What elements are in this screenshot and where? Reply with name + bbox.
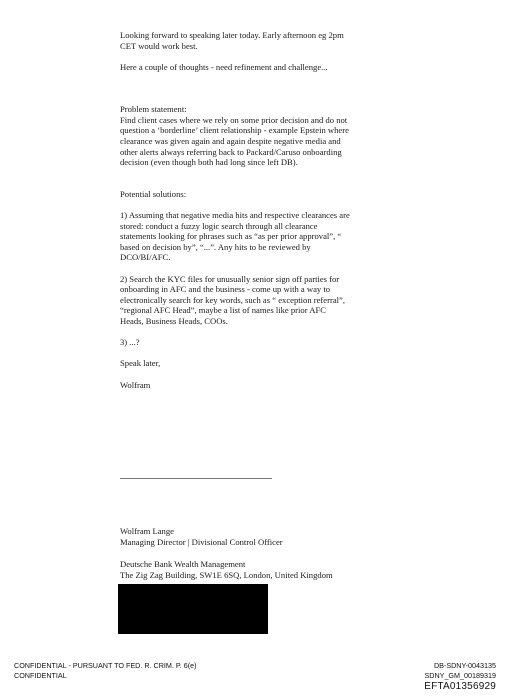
bates-number-db: DB-SDNY-0043135 [433,661,496,670]
email-line: “regional AFC Head”, maybe a list of names like prior AFC [120,305,326,316]
signature-divider [120,478,272,479]
email-line: CET would work best. [120,40,198,51]
email-line: other alerts always referring back to Packard/Caruso onboarding [120,146,342,157]
email-line: 3) ...? [120,337,140,348]
blank-line [120,263,402,274]
email-line: stored: conduct a fuzzy logic search through all clearance [120,220,318,231]
blank-line [120,548,420,559]
email-line: based on decision by”, “...”. Any hits to be reviewed by [120,241,311,252]
potential-solutions-heading: Potential solutions: [120,188,187,199]
email-line: Speak later, [120,358,161,369]
footer-left [14,661,197,681]
email-line: decision (even though both had long since left DB). [120,157,298,168]
email-body [120,30,402,390]
signature-block [120,526,420,581]
blank-line [120,327,402,338]
email-line: electronically search for key words, such as “ exception referral”, [120,294,345,305]
sender-signoff: Wolfram [120,379,151,390]
signature-title: Managing Director | Divisional Control Officer [120,537,283,547]
email-line: Find client cases where we rely on some prior decision and do not [120,114,348,125]
blank-line [120,94,402,105]
blank-line [120,200,402,211]
bates-number-sdny: SDNY_GM_00189319 [424,671,496,680]
email-line: onboarding in AFC and the business - come up with a way to [120,284,331,295]
email-line: Here a couple of thoughts - need refinement and challenge... [120,61,328,72]
email-line: 2) Search the KYC files for unusually senior sign off parties for [120,273,340,284]
blank-line [120,168,402,179]
confidential-notice: CONFIDENTIAL - PURSUANT TO FED. R. CRIM. P. 6(e) [14,661,197,670]
signature-address: The Zig Zag Building, SW1E 6SQ, London, United Kingdom [120,570,333,580]
blank-line [120,178,402,189]
email-line: DCO/BI/AFC. [120,252,171,263]
problem-statement-heading: Problem statement: [120,104,187,115]
email-line: clearance was given again and again despite negative media and [120,135,341,146]
redaction-box [118,584,268,634]
email-line: 1) Assuming that negative media hits and respective clearances are [120,210,350,221]
email-line: question a ‘borderline’ client relationship - example Epstein where [120,125,349,136]
email-line: Looking forward to speaking later today. Early afternoon eg 2pm [120,30,344,40]
blank-line [120,369,402,380]
blank-line [120,51,402,62]
footer-right [424,661,496,692]
blank-line [120,83,402,94]
blank-line [120,348,402,359]
bates-number-efta: EFTA01356929 [424,681,496,692]
confidential-label: CONFIDENTIAL [14,671,67,680]
signature-name: Wolfram Lange [120,526,174,536]
blank-line [120,72,402,83]
email-line: statements looking for phrases such as “as per prior approval”, “ [120,231,342,242]
signature-company: Deutsche Bank Wealth Management [120,559,246,569]
email-line: Heads, Business Heads, COOs. [120,316,228,327]
